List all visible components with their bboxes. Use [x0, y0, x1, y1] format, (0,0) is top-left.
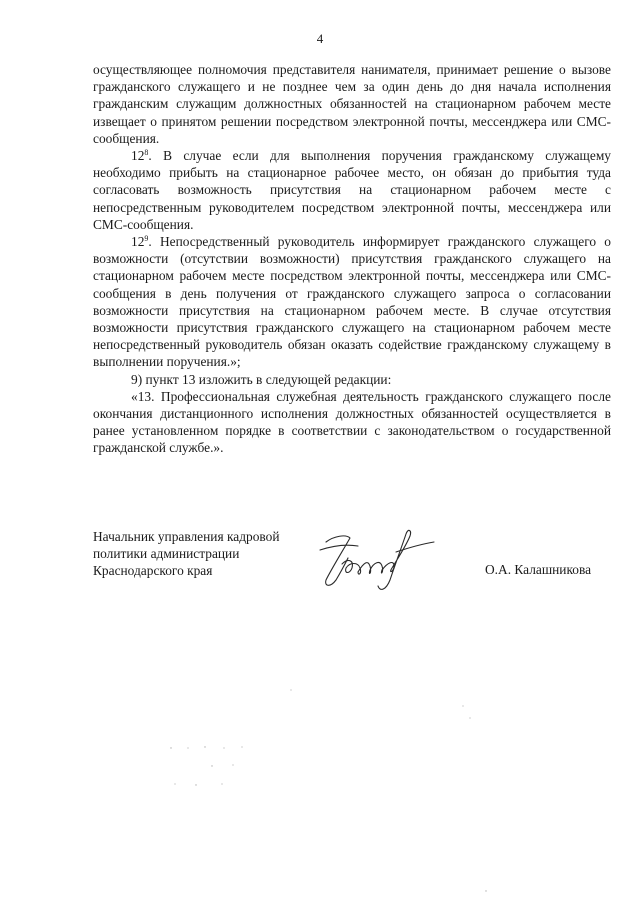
paragraph-text: . В случае если для выполнения поручения гражданскому служащему необходимо прибыть на стационарное рабочее место, он обязан до прибытия туда согласовать возможность присутствия на стационарном рабочем месте с непосредственным руководителем посредством электронной почты, мессенджера или СМС-сообщения.	[93, 148, 611, 232]
item-superscript: 9	[144, 234, 149, 244]
item-number: 12	[131, 148, 145, 164]
paragraph-item-9: 9) пункт 13 изложить в следующей редакции:	[131, 371, 392, 387]
item-superscript: 8	[144, 148, 149, 158]
page-number: 4	[316, 31, 324, 46]
item-number: 12	[131, 234, 145, 250]
paragraph-text: . Непосредственный руководитель информирует гражданского служащего о возможности (отсутствии возможности) присутствия гражданского служащего на стационарном рабочем месте посредством электронной почты, мессенджера или СМС-сообщения в день получения от гражданского служащего запроса о согласовании возможности присутствия на стационарном рабочем месте. В случае отсутствия возможности присутствия гражданского служащего на стационарном рабочем месте непосредственный руководитель обязан оказать содействие гражданскому служащему в выполнении поручения.»;	[93, 234, 611, 370]
paragraph-item-13: «13. Профессиональная служебная деятельность гражданского служащего после окончания дистанционного исполнения должностных обязанностей осуществляется в ранее установленном порядке в соответствии с законодательством о государственной гражданской службе.».	[93, 388, 611, 456]
paragraph-continuation: осуществляющее полномочия представителя нанимателя, принимает решение о вызове гражданского служащего и не позднее чем за один день до дня начала исполнения гражданским служащим должностных обязанностей на стационарном рабочем месте извещает о принятом решении посредством электронной почты, мессенджера или СМС-сообщения.	[93, 62, 611, 146]
signature-title-line: Начальник управления кадровой	[93, 529, 280, 544]
signature-title-line: политики администрации	[93, 546, 240, 562]
signer-name: О.А. Калашникова	[485, 562, 592, 577]
signature-title-line: Краснодарского края	[93, 563, 213, 579]
